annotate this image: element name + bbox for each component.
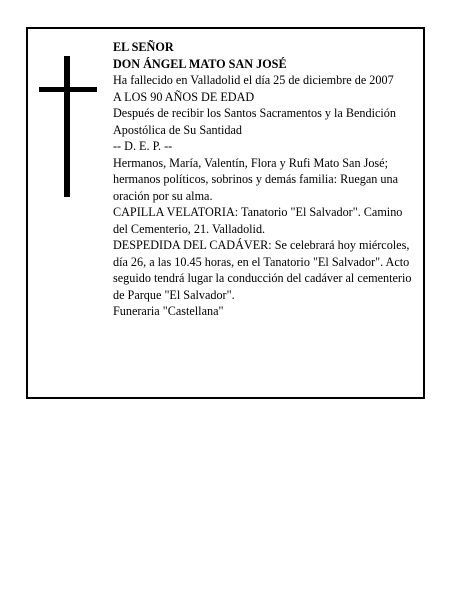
- death-statement: Ha fallecido en Valladolid el día 25 de diciembre de 2007: [113, 73, 394, 87]
- deceased-name: DON ÁNGEL MATO SAN JOSÉ: [113, 56, 287, 71]
- rip-line: -- D. E. P. --: [113, 139, 173, 153]
- notice-title: EL SEÑOR: [113, 40, 174, 54]
- farewell-statement: DESPEDIDA DEL CADÁVER: Se celebrará hoy miércoles, día 26, a las 10.45 horas, en el Tanatorio "El Salvador". Acto seguido tendrá lugar la conducción del cadáver al cementerio de Parque "El Salvador".: [113, 238, 412, 302]
- funeral-home: Funeraria "Castellana": [113, 304, 224, 318]
- chapel-statement: CAPILLA VELATORIA: Tanatorio "El Salvador". Camino del Cementerio, 21. Valladolid.: [113, 205, 403, 236]
- sacraments-statement: Después de recibir los Santos Sacramentos y la Bendición Apostólica de Su Santidad: [113, 106, 396, 137]
- cross-horizontal-bar: [39, 87, 97, 92]
- cross-icon: [39, 56, 97, 197]
- family-statement: Hermanos, María, Valentín, Flora y Rufi Mato San José; hermanos políticos, sobrinos y demás familia: Ruegan una oración por su alma.: [113, 155, 398, 203]
- notice-text: [113, 39, 419, 320]
- age-statement: A LOS 90 AÑOS DE EDAD: [113, 89, 255, 104]
- cross-vertical-bar: [64, 56, 70, 197]
- obituary-notice: [26, 27, 425, 399]
